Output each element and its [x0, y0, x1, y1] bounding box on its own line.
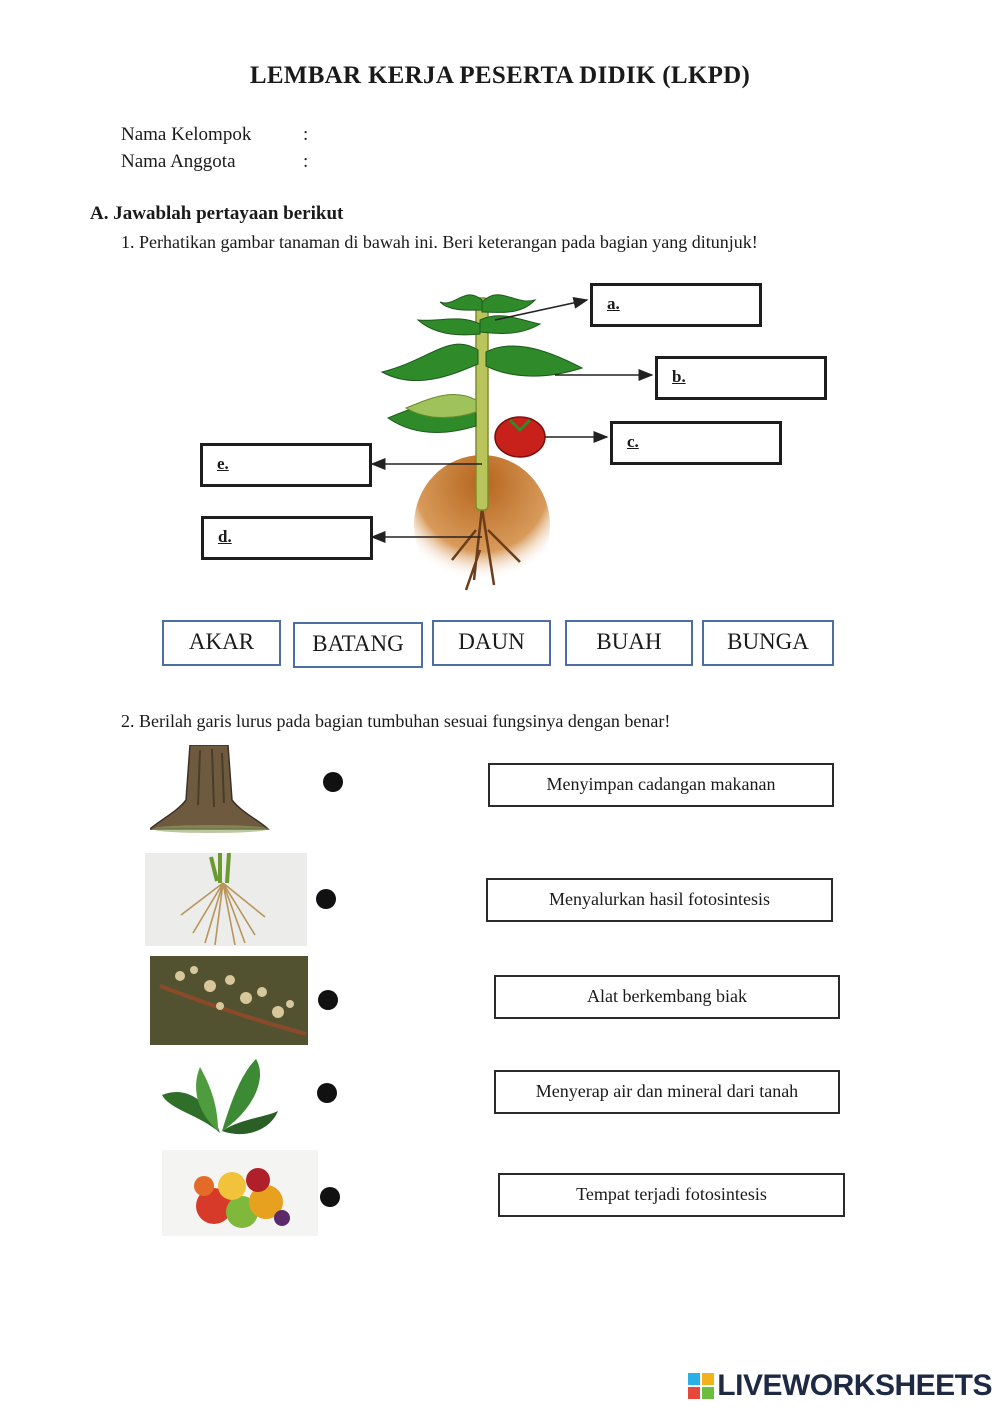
answer-label-b: b. [672, 367, 686, 386]
option-batang[interactable]: BATANG [293, 622, 423, 668]
answer-label-c: c. [627, 432, 639, 451]
match-dot-3[interactable] [318, 990, 338, 1010]
stem-trunk-image [150, 745, 270, 833]
group-name-colon: : [303, 124, 309, 145]
answer-box-a[interactable] [590, 283, 762, 327]
option-akar[interactable]: AKAR [162, 620, 281, 666]
answer-box-e[interactable] [200, 443, 372, 487]
question-2: 2. Berilah garis lurus pada bagian tumbuhan sesuai fungsinya dengan benar! [121, 711, 671, 731]
leaves-image [160, 1055, 280, 1140]
fruits-image [162, 1150, 318, 1236]
function-box-5[interactable]: Tempat terjadi fotosintesis [498, 1173, 845, 1217]
liveworksheets-logo [688, 1369, 992, 1403]
roots-image [145, 853, 307, 946]
flower-image [150, 956, 308, 1045]
arrow-a [495, 300, 587, 320]
member-name-colon: : [303, 151, 309, 172]
pointer-arrows [0, 0, 1000, 620]
option-buah[interactable]: BUAH [565, 620, 693, 666]
liveworksheets-mark-icon [688, 1373, 714, 1399]
group-name-label: Nama Kelompok [121, 124, 252, 145]
match-dot-2[interactable] [316, 889, 336, 909]
answer-box-d[interactable] [201, 516, 373, 560]
function-box-2[interactable]: Menyalurkan hasil fotosintesis [486, 878, 833, 922]
match-dot-1[interactable] [323, 772, 343, 792]
answer-box-c[interactable] [610, 421, 782, 465]
function-box-4[interactable]: Menyerap air dan mineral dari tanah [494, 1070, 840, 1114]
member-name-label: Nama Anggota [121, 151, 236, 172]
function-box-3[interactable]: Alat berkembang biak [494, 975, 840, 1019]
answer-box-b[interactable] [655, 356, 827, 400]
answer-label-e: e. [217, 454, 229, 473]
answer-label-d: d. [218, 527, 232, 546]
option-bunga[interactable]: BUNGA [702, 620, 834, 666]
match-dot-5[interactable] [320, 1187, 340, 1207]
page-title: LEMBAR KERJA PESERTA DIDIK (LKPD) [249, 62, 751, 89]
option-daun[interactable]: DAUN [432, 620, 551, 666]
section-a-heading: A. Jawablah pertayaan berikut [90, 203, 344, 224]
liveworksheets-wordmark: LIVEWORKSHEETS [717, 1369, 992, 1402]
function-box-1[interactable]: Menyimpan cadangan makanan [488, 763, 834, 807]
answer-label-a: a. [607, 294, 620, 313]
match-dot-4[interactable] [317, 1083, 337, 1103]
question-1: 1. Perhatikan gambar tanaman di bawah ini. Beri keterangan pada bagian yang ditunjuk! [121, 232, 758, 252]
